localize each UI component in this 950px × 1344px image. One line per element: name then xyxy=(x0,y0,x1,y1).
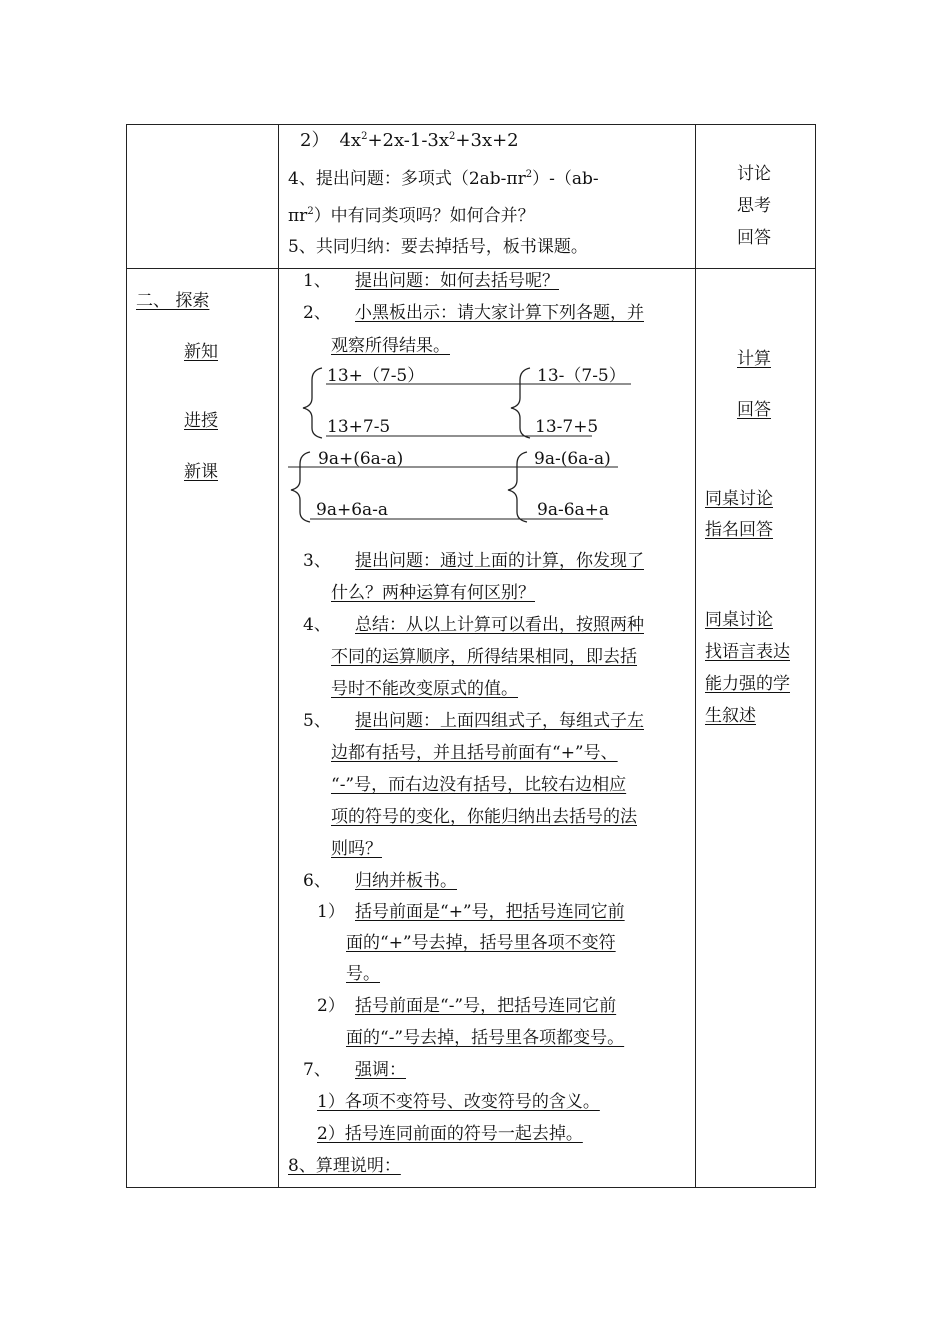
activity-student-narrate: 生叙述 xyxy=(705,706,756,726)
rule-2-number: 2） xyxy=(317,996,345,1016)
item-2-number: 2、 xyxy=(303,303,331,323)
calc-group-1-bottom: 13+7-5 xyxy=(327,417,391,437)
brace-group-3 xyxy=(291,452,310,522)
stage-label-line-3: 进授 xyxy=(184,411,218,431)
item-5-line-5: 则吗？ xyxy=(331,839,382,859)
activity-pair-discuss-2: 同桌讨论 xyxy=(705,610,773,630)
rule-2-line-1: 括号前面是“-”号，把括号连同它前 xyxy=(355,996,617,1016)
stage-label-line-2: 新知 xyxy=(184,342,218,362)
rule-1-line-1: 括号前面是“+”号，把括号连同它前 xyxy=(355,902,625,922)
item-4-line-1: 总结：从以上计算可以看出，按照两种 xyxy=(355,615,644,635)
item-6-text: 归纳并板书。 xyxy=(355,871,457,891)
calc-group-1-top: 13+（7-5） xyxy=(327,366,425,386)
activity-answer: 回答 xyxy=(737,228,771,248)
item-4-line-2: 不同的运算顺序，所得结果相同，即去括 xyxy=(331,647,637,667)
emphasis-1: 1）各项不变符号、改变符号的含义。 xyxy=(317,1092,600,1112)
item-4-number: 4、 xyxy=(303,615,331,635)
activity-pair-discuss-1: 同桌讨论 xyxy=(705,489,773,509)
calc-group-4-top: 9a-(6a-a) xyxy=(534,449,611,469)
activity-think: 思考 xyxy=(737,196,771,216)
stage-label-line-4: 新课 xyxy=(184,462,218,482)
item-5-line-4: 项的符号的变化，你能归纳出去括号的法 xyxy=(331,807,637,827)
question-item-4-line-2: $\pi r^2$）中有同类项吗？如何合并？ xyxy=(288,206,535,226)
activity-discuss: 讨论 xyxy=(737,164,771,184)
item-7-text: 强调： xyxy=(355,1060,406,1080)
item-1-number: 1、 xyxy=(303,271,331,291)
item-1-text: 提出问题：如何去括号呢？ xyxy=(355,271,559,291)
item-6-number: 6、 xyxy=(303,871,331,891)
activity-answer-2: 回答 xyxy=(737,400,771,420)
calc-group-2-top: 13-（7-5） xyxy=(537,366,626,386)
rule-1-line-3: 号。 xyxy=(346,964,380,984)
calc-group-3-top: 9a+(6a-a) xyxy=(318,449,404,469)
item-3-line-1: 提出问题：通过上面的计算，你发现了 xyxy=(355,551,644,571)
item-8-text: 8、算理说明： xyxy=(288,1156,401,1176)
question-item-4-line-1: 4、提出问题：多项式$(2ab-\pi r^2)-(ab-$ xyxy=(288,169,599,189)
calc-group-3-bottom: 9a+6a-a xyxy=(316,500,389,520)
rule-1-line-2: 面的“+”号去掉，括号里各项不变符 xyxy=(346,933,616,953)
item-5-line-3: “-”号，而右边没有括号，比较右边相应 xyxy=(331,775,627,795)
item-5-line-2: 边都有括号，并且括号前面有“+”号、 xyxy=(331,743,618,763)
item-7-number: 7、 xyxy=(303,1060,331,1080)
calc-group-2-bottom: 13-7+5 xyxy=(535,417,599,437)
brace-group-1 xyxy=(303,368,322,438)
item-5-number: 5、 xyxy=(303,711,331,731)
item-2-line-1: 小黑板出示：请大家计算下列各题，并 xyxy=(355,303,644,323)
item-4-line-3: 号时不能改变原式的值。 xyxy=(331,679,518,699)
activity-calc: 计算 xyxy=(737,349,771,369)
summary-item-5: 5、共同归纳：要去掉括号，板书课题。 xyxy=(288,237,588,257)
expression-item-2: 2） $4x^2+2x-1-3x^2+3x+2$ xyxy=(300,130,519,151)
item-2-line-2: 观察所得结果。 xyxy=(331,336,450,356)
stage-label-line-1: 二、 探索 xyxy=(136,291,210,311)
activity-find-speaker-2: 能力强的学 xyxy=(705,674,790,694)
item-5-line-1: 提出问题：上面四组式子，每组式子左 xyxy=(355,711,644,731)
emphasis-2: 2）括号连同前面的符号一起去掉。 xyxy=(317,1124,583,1144)
brace-group-4 xyxy=(508,452,527,522)
activity-find-speaker-1: 找语言表达 xyxy=(705,642,790,662)
rule-1-number: 1） xyxy=(317,902,345,922)
brace-group-2 xyxy=(511,368,530,438)
rule-2-line-2: 面的“-”号去掉，括号里各项都变号。 xyxy=(346,1028,625,1048)
calc-group-4-bottom: 9a-6a+a xyxy=(537,500,610,520)
item-3-line-2: 什么？两种运算有何区别？ xyxy=(331,583,535,603)
item-3-number: 3、 xyxy=(303,551,331,571)
activity-named-answer: 指名回答 xyxy=(705,520,773,540)
